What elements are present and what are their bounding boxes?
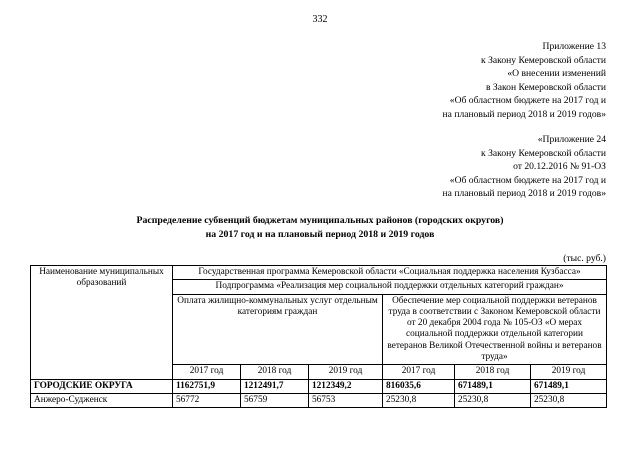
appendix-24-line: от 20.12.2016 № 91-ОЗ xyxy=(513,161,606,173)
row-value: 25230,8 xyxy=(531,393,607,407)
units-label: (тыс. руб.) xyxy=(563,253,606,264)
row-value: 816035,6 xyxy=(383,379,455,393)
program-header: Государственная программа Кемеровской области «Социальная поддержка населения Кузбасса» xyxy=(173,266,607,280)
appendix-24-line: «Приложение 24 xyxy=(537,134,606,145)
appendix-13-line: к Закону Кемеровской области xyxy=(481,54,606,66)
appendix-24-line: «Об областном бюджете на 2017 год и xyxy=(449,174,606,186)
column-header-municipality: Наименование муниципальных образований xyxy=(31,266,173,380)
row-value: 25230,8 xyxy=(383,393,455,407)
table-row xyxy=(31,379,607,393)
title-line: Распределение субвенций бюджетам муниципальных районов (городских округов) xyxy=(136,215,504,226)
appendix-24-line: на плановый период 2018 и 2019 годов» xyxy=(442,188,606,200)
year-header: 2018 год xyxy=(241,365,309,379)
subventions-table xyxy=(30,265,607,408)
appendix-13-line: Приложение 13 xyxy=(542,41,606,52)
appendix-13-header xyxy=(443,40,606,122)
group-header-veterans: Обеспечение мер социальной поддержки ветеранов труда в соответствии с Законом Кемеровской области от 20 декабря 2004 года № 105-ОЗ «О мерах социальной поддержки отдельной категории ветеранов Великой Отечественной войны и ветеранов труда» xyxy=(383,294,607,365)
page-number: 332 xyxy=(312,14,328,25)
row-value: 56772 xyxy=(173,393,241,407)
row-value: 25230,8 xyxy=(455,393,531,407)
appendix-13-line: в Закон Кемеровской области xyxy=(485,81,606,93)
appendix-24-header xyxy=(443,133,606,201)
title-line: на 2017 год и на плановый период 2018 и 2019 годов xyxy=(205,228,435,240)
table-row xyxy=(31,393,607,407)
row-value: 1212491,7 xyxy=(241,379,309,393)
subprogram-header: Подпрограмма «Реализация мер социальной поддержки отдельных категорий граждан» xyxy=(173,280,607,294)
year-header: 2018 год xyxy=(455,365,531,379)
group-header-utilities: Оплата жилищно-коммунальных услуг отдельным категориям граждан xyxy=(173,294,383,365)
row-value: 1162751,9 xyxy=(173,379,241,393)
row-value: 1212349,2 xyxy=(309,379,383,393)
row-value: 56753 xyxy=(309,393,383,407)
document-title xyxy=(0,214,640,241)
row-value: 671489,1 xyxy=(531,379,607,393)
year-header: 2019 год xyxy=(531,365,607,379)
year-header: 2019 год xyxy=(309,365,383,379)
row-value: 671489,1 xyxy=(455,379,531,393)
row-value: 56759 xyxy=(241,393,309,407)
year-header: 2017 год xyxy=(383,365,455,379)
appendix-13-line: «О внесении изменений xyxy=(507,68,606,80)
appendix-13-line: «Об областном бюджете на 2017 год и xyxy=(449,95,606,107)
row-name: Анжеро-Судженск xyxy=(31,393,173,407)
appendix-13-line: на плановый период 2018 и 2019 годов» xyxy=(442,108,606,120)
row-name: ГОРОДСКИЕ ОКРУГА xyxy=(31,379,173,393)
year-header: 2017 год xyxy=(173,365,241,379)
appendix-24-line: к Закону Кемеровской области xyxy=(481,147,606,159)
